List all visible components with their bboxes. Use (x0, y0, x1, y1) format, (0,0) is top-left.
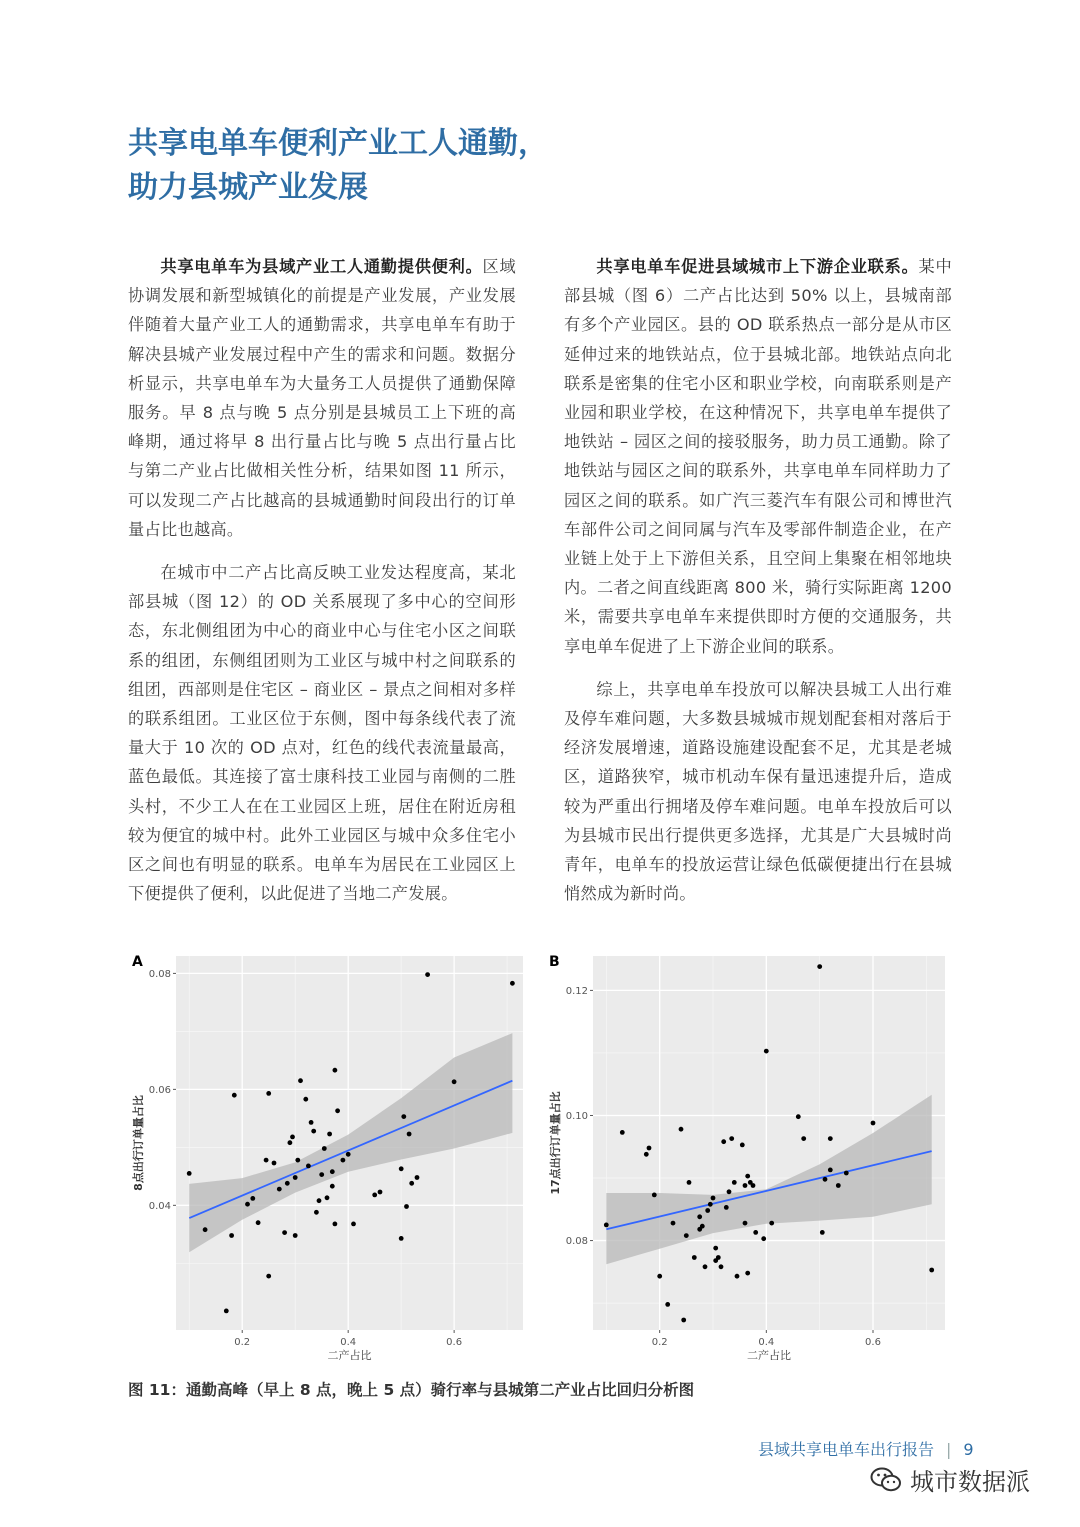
scatter-point (306, 1164, 311, 1169)
scatter-point (510, 981, 515, 986)
left-paragraph-1-lead: 共享电单车为县域产业工人通勤提供便利。 (160, 257, 483, 276)
left-paragraph-1 (128, 252, 516, 544)
scatter-point (372, 1193, 377, 1198)
scatter-point (293, 1233, 298, 1238)
scatter-point (415, 1175, 420, 1180)
scatter-point (796, 1114, 801, 1119)
figure-caption: 图 11：通勤高峰（早上 8 点，晚上 5 点）骑行率与县城第二产业占比回归分析图 (128, 1381, 695, 1399)
panel-label: A (132, 954, 143, 970)
y-tick-label: 0.10 (565, 1110, 588, 1122)
scatter-point (317, 1198, 322, 1203)
panel-label: B (549, 954, 560, 970)
scatter-point (751, 1183, 756, 1188)
scatter-point (823, 1177, 828, 1182)
scatter-point (399, 1166, 404, 1171)
scatter-point (330, 1184, 335, 1189)
scatter-point (378, 1190, 383, 1195)
scatter-point (298, 1078, 303, 1083)
scatter-point (335, 1108, 340, 1113)
scatter-point (604, 1223, 609, 1228)
page-number: 9 (963, 1440, 974, 1459)
scatter-point (290, 1135, 295, 1140)
scatter-point (203, 1227, 208, 1232)
y-tick-label: 0.04 (148, 1200, 171, 1212)
scatter-point (801, 1136, 806, 1141)
left-paragraph-1-body: 区域协调发展和新型城镇化的前提是产业发展，产业发展伴随着大量产业工人的通勤需求，共享电单车有助于解决县城产业发展过程中产生的需求和问题。数据分析显示，共享电单车为大量务工人员提供了通勤保障服务。早 8 点与晚 5 点分别是县城员工上下班的高峰期，通过将早 8 出行量占比与晚 5 点出行量占比与第二产业占比做相关性分析，结果如图 11 所示，可以发现二产占比越高的县城通勤时间段出行的订单量占比也越高。 (128, 257, 516, 539)
scatter-point (652, 1193, 657, 1198)
scatter-point (705, 1208, 710, 1213)
scatter-point (232, 1093, 237, 1098)
scatter-point (745, 1174, 750, 1179)
y-axis-label: 17点出行订单量占比 (549, 1091, 562, 1195)
y-tick-label: 0.06 (148, 1084, 171, 1096)
scatter-point (692, 1255, 697, 1260)
x-tick-label: 0.6 (446, 1337, 463, 1348)
scatter-point (229, 1233, 234, 1238)
brand-watermark (870, 1462, 1030, 1497)
x-tick-label: 0.4 (758, 1337, 775, 1348)
scatter-point (333, 1222, 338, 1227)
scatter-point (732, 1180, 737, 1185)
brand-name: 城市数据派 (910, 1468, 1030, 1496)
scatter-point (703, 1264, 708, 1269)
scatter-point (288, 1140, 293, 1145)
scatter-point (828, 1168, 833, 1173)
footer-separator: | (946, 1440, 952, 1459)
scatter-point (325, 1195, 330, 1200)
scatter-point (341, 1158, 346, 1163)
scatter-point (657, 1274, 662, 1279)
x-tick-label: 0.2 (234, 1337, 251, 1348)
scatter-point (681, 1318, 686, 1323)
scatter-point (330, 1169, 335, 1174)
scatter-point (277, 1187, 282, 1192)
title-line-2: 助力县城产业发展 (128, 170, 368, 205)
scatter-point (311, 1129, 316, 1134)
scatter-point (711, 1196, 716, 1201)
page-title (128, 122, 828, 210)
scatter-chart-b (535, 950, 950, 1360)
scatter-point (327, 1132, 332, 1137)
scatter-point (452, 1079, 457, 1084)
scatter-point (671, 1221, 676, 1226)
scatter-point (245, 1202, 250, 1207)
scatter-point (708, 1202, 713, 1207)
scatter-point (319, 1172, 324, 1177)
right-paragraph-1-lead: 共享电单车促进县域城市上下游企业联系。 (596, 257, 919, 276)
scatter-point (407, 1132, 412, 1137)
scatter-point (399, 1236, 404, 1241)
scatter-point (735, 1274, 740, 1279)
x-axis-label: 二产占比 (327, 1349, 372, 1360)
scatter-point (724, 1205, 729, 1210)
x-tick-label: 0.4 (340, 1337, 357, 1348)
scatter-point (266, 1274, 271, 1279)
scatter-point (187, 1171, 192, 1176)
report-name: 县域共享电单车出行报告 (758, 1440, 935, 1459)
scatter-point (409, 1181, 414, 1186)
right-paragraph-1 (564, 252, 952, 661)
x-tick-label: 0.2 (651, 1337, 668, 1348)
scatter-point (740, 1143, 745, 1148)
scatter-point (697, 1214, 702, 1219)
scatter-point (425, 972, 430, 977)
scatter-point (256, 1220, 261, 1225)
y-tick-label: 0.12 (565, 985, 588, 997)
scatter-point (769, 1221, 774, 1226)
scatter-point (314, 1210, 319, 1215)
scatter-point (844, 1171, 849, 1176)
y-axis-label: 8点出行订单量占比 (132, 1095, 145, 1191)
scatter-point (272, 1161, 277, 1166)
scatter-point (743, 1221, 748, 1226)
scatter-point (679, 1127, 684, 1132)
right-column (564, 252, 952, 922)
scatter-point (293, 1175, 298, 1180)
left-paragraph-2: 在城市中二产占比高反映工业发达程度高，某北部县城（图 12）的 OD 关系展现了多中心的空间形态，东北侧组团为中心的商业中心与住宅小区之间联系的组团，东侧组团则为工业区与城中村之间联系的组团，西部则是住宅区 – 商业区 – 景点之间相对多样的联系组团。工业区位于东侧，图中每条线代表了流量大于 10 次的 OD 点对，红色的线代表流量最高，蓝色最低。其连接了富士康科技工业园与南侧的二胜头村，不少工人在在工业园区上班，居住在附近房租较为便宜的城中村。此外工业园区与城中众多住宅小区之间也有明显的联系。电单车为居民在工业园区上下便提供了便利，以此促进了当地二产发展。 (128, 563, 516, 904)
scatter-point (264, 1158, 269, 1163)
scatter-point (333, 1068, 338, 1073)
scatter-point (761, 1236, 766, 1241)
scatter-point (285, 1181, 290, 1186)
scatter-point (266, 1091, 271, 1096)
scatter-point (836, 1183, 841, 1188)
y-tick-label: 0.08 (565, 1236, 588, 1248)
scatter-point (303, 1097, 308, 1102)
page-footer (758, 1437, 974, 1460)
x-axis-label: 二产占比 (747, 1349, 791, 1360)
right-paragraph-2: 综上，共享电单车投放可以解决县城工人出行难及停车难问题，大多数县城城市规划配套相对落后于经济发展增速，道路设施建设配套不足，尤其是老城区，道路狭窄，城市机动车保有量迅速提升后，造成较为严重出行拥堵及停车难问题。电单车投放后可以为县城市民出行提供更多选择，尤其是广大县城时尚青年，电单车的投放运营让绿色低碳便捷出行在县城悄然成为新时尚。 (564, 679, 952, 904)
scatter-point (687, 1180, 692, 1185)
scatter-point (745, 1271, 750, 1276)
scatter-point (282, 1230, 287, 1235)
y-tick-label: 0.08 (148, 968, 171, 980)
scatter-point (250, 1196, 255, 1201)
scatter-chart-a (118, 950, 528, 1360)
scatter-point (929, 1268, 934, 1273)
scatter-point (729, 1136, 734, 1141)
scatter-point (820, 1230, 825, 1235)
scatter-point (719, 1264, 724, 1269)
scatter-point (401, 1114, 406, 1119)
scatter-point (716, 1255, 721, 1260)
scatter-point (764, 1049, 769, 1054)
scatter-point (309, 1120, 314, 1125)
scatter-point (647, 1146, 652, 1151)
scatter-point (351, 1222, 356, 1227)
scatter-point (871, 1121, 876, 1126)
scatter-point (684, 1233, 689, 1238)
scatter-point (743, 1183, 748, 1188)
scatter-point (828, 1136, 833, 1141)
scatter-point (727, 1189, 732, 1194)
scatter-point (753, 1230, 758, 1235)
scatter-point (665, 1302, 670, 1307)
scatter-point (620, 1130, 625, 1135)
right-paragraph-1-body: 某中部县城（图 6）二产占比达到 50% 以上，县城南部有多个产业园区。县的 OD 联系热点一部分是从市区延伸过来的地铁站点，位于县城北部。地铁站点向北联系是密集的住宅小区和职业学校，向南联系则是产业园和职业学校，在这种情况下，共享电单车提供了地铁站 – 园区之间的接驳服务，助力员工通勤。除了地铁站与园区之间的联系外，共享电单车同样助力了园区之间的联系。如广汽三菱汽车有限公司和博世汽车部件公司之间同属与汽车及零部件制造企业，在产业链上处于上下游但关系，且空间上集聚在相邻地块内。二者之间直线距离 800 米，骑行实际距离 1200 米，需要共享电单车来提供即时方便的交通服务，共享电单车促进了上下游企业间的联系。 (564, 257, 952, 656)
left-column (128, 252, 516, 922)
title-line-1: 共享电单车便利产业工人通勤， (128, 126, 548, 161)
scatter-point (322, 1146, 327, 1151)
scatter-point (404, 1204, 409, 1209)
scatter-point (721, 1139, 726, 1144)
wechat-icon (870, 1466, 902, 1494)
x-tick-label: 0.6 (865, 1337, 881, 1348)
scatter-point (713, 1246, 718, 1251)
scatter-point (700, 1224, 705, 1229)
scatter-point (817, 964, 822, 969)
scatter-point (346, 1152, 351, 1157)
scatter-point (224, 1309, 229, 1314)
scatter-point (644, 1152, 649, 1157)
scatter-point (295, 1158, 300, 1163)
